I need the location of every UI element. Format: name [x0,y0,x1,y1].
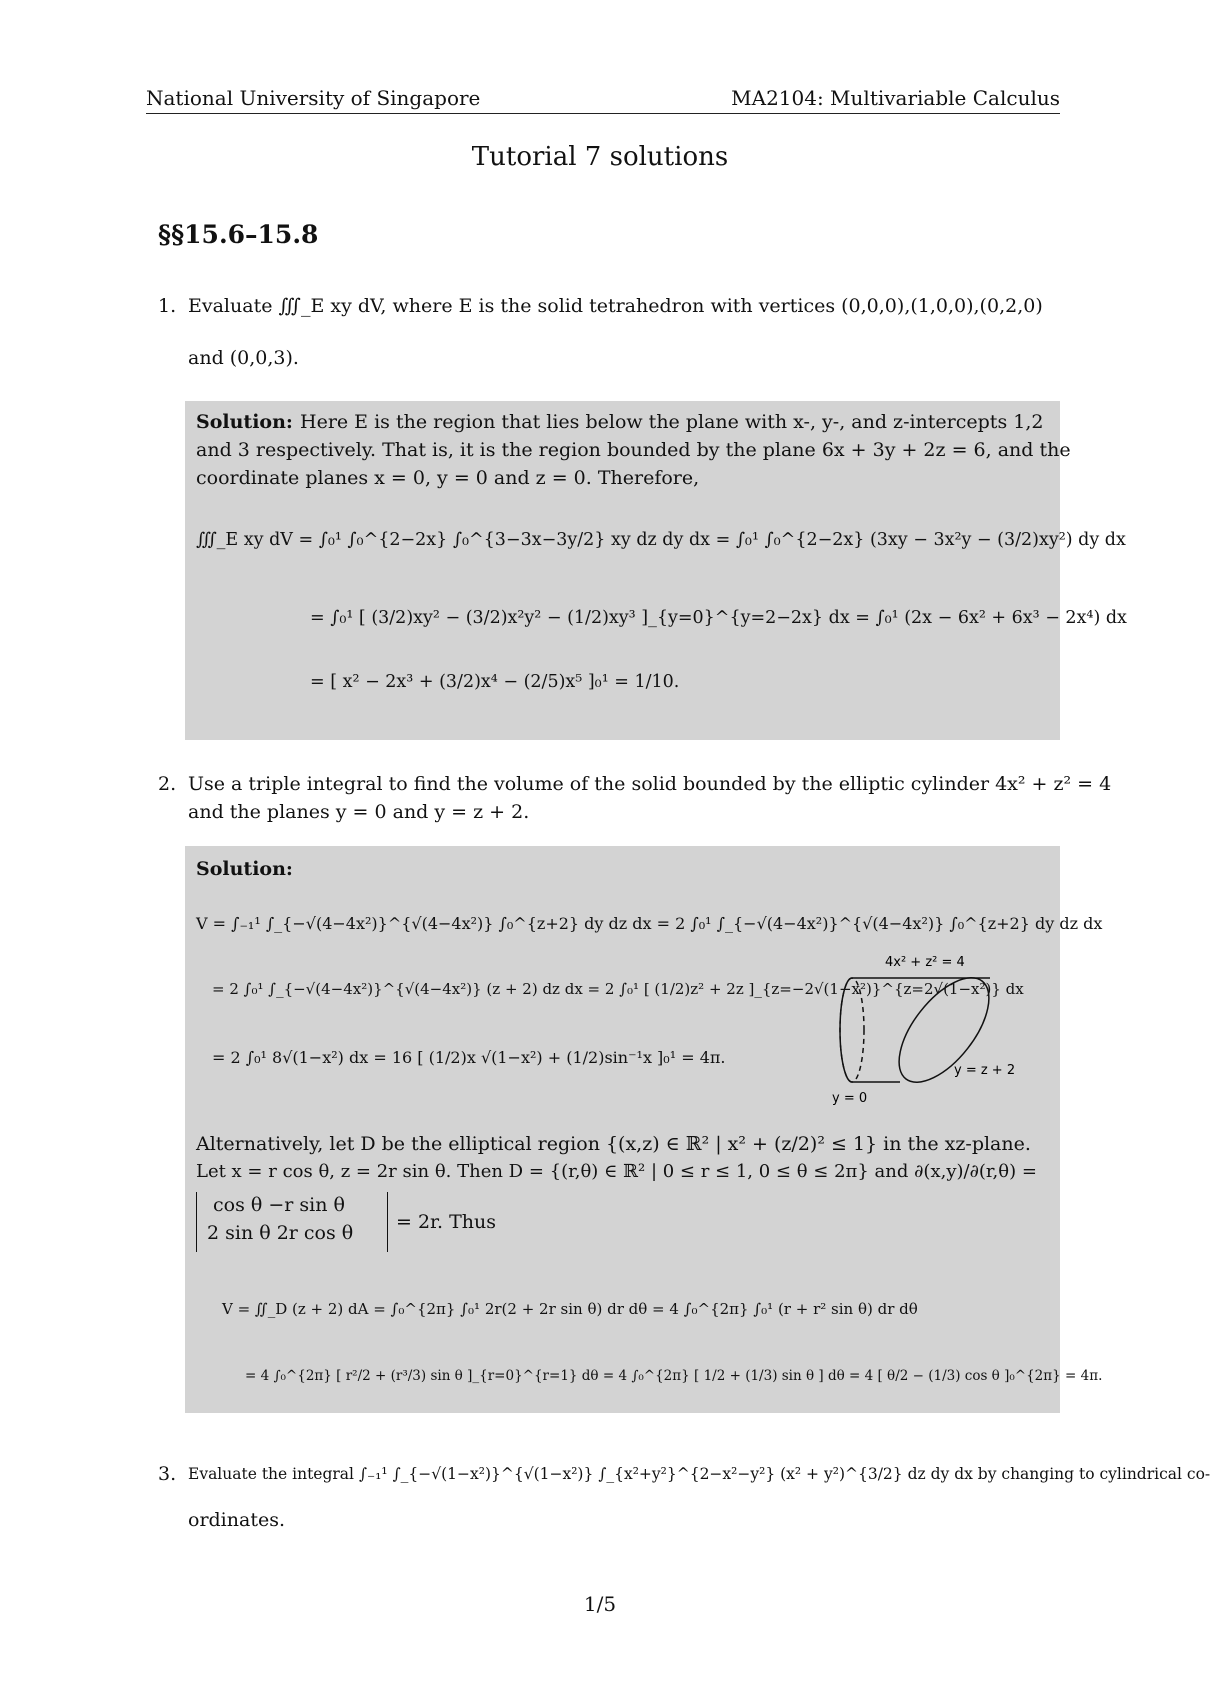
sol1-equation-2: = ∫₀¹ [ (3/2)xy² − (3/2)x²y² − (1/2)xy³ ]_{y=0}^{y=2−2x} dx = ∫₀¹ (2x − 6x² + 6x³ − 2x⁴) dx [310,608,1127,628]
figure-label-cylinder: 4x² + z² = 4 [885,955,965,970]
header-rule [146,113,1060,114]
determinant-row-1: cos θ −r sin θ [213,1194,345,1216]
sol2-label [196,855,293,883]
sol1-text2: and 3 respectively. That is, it is the region bounded by the plane 6x + 3y + 2z = 6, and the [196,439,1071,461]
determinant-row-2: 2 sin θ 2r cos θ [207,1222,354,1244]
page-title: Tutorial 7 solutions [471,142,729,172]
sol1-text3: coordinate planes x = 0, y = 0 and z = 0. Therefore, [196,467,700,489]
sol1-label [196,408,293,436]
figure-label-plane-base: y = 0 [832,1091,868,1106]
q3-number: 3. [158,1463,177,1485]
sol2-equation-3: = 2 ∫₀¹ 8√(1−x²) dx = 16 [ (1/2)x √(1−x²) + (1/2)sin⁻¹x ]₀¹ = 4π. [212,1048,726,1067]
q1-line2: and (0,0,3). [188,347,299,369]
determinant-result: = 2r. Thus [396,1211,497,1233]
q2-line1: Use a triple integral to find the volume of the solid bounded by the elliptic cylinder 4x² + z² = 4 [188,773,1112,795]
sol2-label-text: Solution: [196,858,293,880]
figure-base-front [840,1030,852,1082]
sol1-equation-1: ∭_E xy dV = ∫₀¹ ∫₀^{2−2x} ∫₀^{3−3x−3y/2} xy dz dy dx = ∫₀¹ ∫₀^{2−2x} (3xy − 3x²y − (3/2)xy²) dy dx [196,530,1126,550]
page-number: 1/5 [583,1592,617,1616]
q1-line1: Evaluate ∭_E xy dV, where E is the solid tetrahedron with vertices (0,0,0),(1,0,0),(0,2,0) [188,295,1043,317]
q1-number: 1. [158,295,177,317]
figure-base-back [840,978,852,1030]
header-course: MA2104: Multivariable Calculus [731,86,1060,110]
sol2-equation-5: = 4 ∫₀^{2π} [ r²/2 + (r³/3) sin θ ]_{r=0}^{r=1} dθ = 4 ∫₀^{2π} [ 1/2 + (1/3) sin θ ] dθ = 4 [ θ/2 − (1/3) cos θ ]₀^{2π} = 4π. [245,1368,1103,1384]
figure-label-plane-slant: y = z + 2 [954,1063,1016,1078]
q3-line1: Evaluate the integral ∫₋₁¹ ∫_{−√(1−x²)}^{√(1−x²)} ∫_{x²+y²}^{2−x²−y²} (x² + y²)^{3/2} dz dy dx by changing to cylindrical co- [188,1465,1210,1483]
jacobian-determinant [196,1192,388,1252]
q2-line2: and the planes y = 0 and y = z + 2. [188,801,530,823]
q3-line2: ordinates. [188,1509,285,1531]
sol2-alt-line1: Alternatively, let D be the elliptical region {(x,z) ∈ ℝ² | x² + (z/2)² ≤ 1} in the xz-plane. [196,1133,1031,1155]
header-institution: National University of Singapore [146,86,481,110]
section-heading: §§15.6–15.8 [158,220,319,249]
sol1-text1: Here E is the region that lies below the plane with x-, y-, and z-intercepts 1,2 [300,411,1044,433]
q2-number: 2. [158,773,177,795]
sol2-alt-line2: Let x = r cos θ, z = 2r sin θ. Then D = {(r,θ) ∈ ℝ² | 0 ≤ r ≤ 1, 0 ≤ θ ≤ 2π} and ∂(x,y)/∂(r,θ) = [196,1161,1037,1182]
sol2-equation-1: V = ∫₋₁¹ ∫_{−√(4−4x²)}^{√(4−4x²)} ∫₀^{z+2} dy dz dx = 2 ∫₀¹ ∫_{−√(4−4x²)}^{√(4−4x²)} ∫₀^{z+2} dy dz dx [196,914,1103,933]
sol2-equation-4: V = ∬_D (z + 2) dA = ∫₀^{2π} ∫₀¹ 2r(2 + 2r sin θ) dr dθ = 4 ∫₀^{2π} ∫₀¹ (r + r² sin θ) dr dθ [222,1300,918,1318]
sol1-equation-3: = [ x² − 2x³ + (3/2)x⁴ − (2/5)x⁵ ]₀¹ = 1/10. [310,672,680,692]
sol2-equation-2: = 2 ∫₀¹ ∫_{−√(4−4x²)}^{√(4−4x²)} (z + 2) dz dx = 2 ∫₀¹ [ (1/2)z² + 2z ]_{z=−2√(1−x²)}^{z=2√(1−x²)} dx [212,980,1024,998]
elliptic-cylinder-figure [820,952,1050,1106]
sol1-label-text: Solution: [196,411,293,433]
